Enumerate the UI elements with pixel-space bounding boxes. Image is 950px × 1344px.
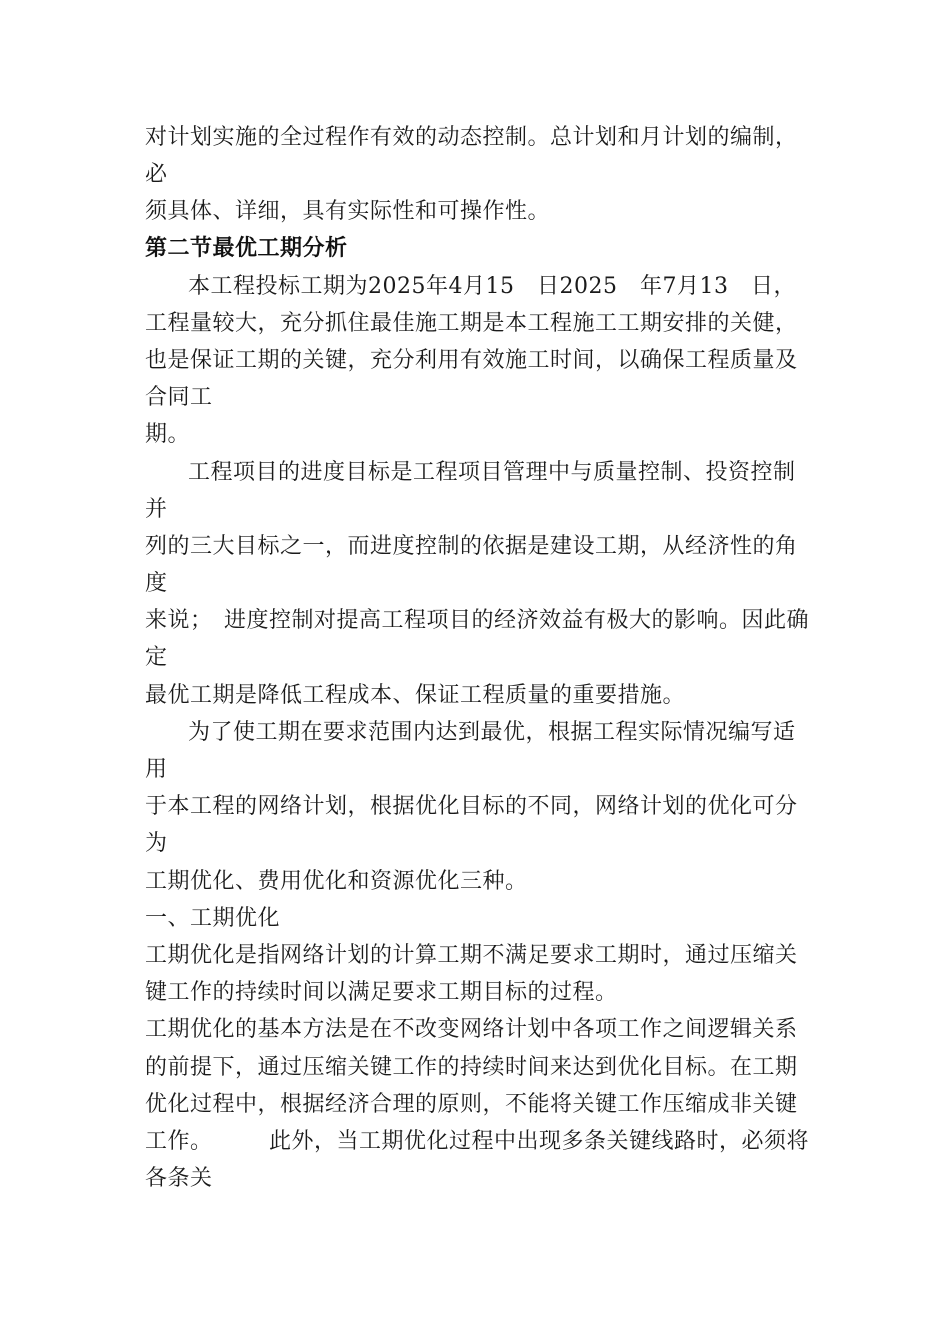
text-line: 本工程投标工期为2025年4月15 日2025 年7月13 日， [188,274,796,299]
text-line: 为了使工期在要求范围内达到最优，根据工程实际情况编写适 [188,720,796,745]
subsection-heading: 一、工期优化 [145,906,281,931]
text-line: 最优工期是降低工程成本、保证工程质量的重要措施。 [145,683,686,708]
text-line: 并 [145,497,168,522]
text-line: 用 [145,757,168,782]
text-line: 工程量较大，充分抓住最佳施工期是本工程施工工期安排的关健， [145,311,798,336]
text-line: 工期优化、费用优化和资源优化三种。 [145,869,528,894]
text-line: 工程项目的进度目标是工程项目管理中与质量控制、投资控制 [188,460,796,485]
text-line: 为 [145,831,168,856]
text-line: 工期优化是指网络计划的计算工期不满足要求工期时，通过压缩关 [145,943,798,968]
text-line: 定 [145,645,168,670]
text-line: 也是保证工期的关键，充分利用有效施工时间，以确保工程质量及 [145,348,798,373]
text-line: 工作。 此外，当工期优化过程中出现多条关键线路时，必须将 [145,1129,810,1154]
text-line: 优化过程中，根据经济合理的原则，不能将关键工作压缩成非关键 [145,1092,798,1117]
text-line: 来说； 进度控制对提高工程项目的经济效益有极大的影响。因此确 [145,608,810,633]
text-line: 必 [145,162,168,187]
text-line: 期。 [145,422,191,447]
text-line: 的前提下，通过压缩关键工作的持续时间来达到优化目标。在工期 [145,1055,798,1080]
text-line: 列的三大目标之一，而进度控制的依据是建设工期，从经济性的角 [145,534,798,559]
text-line: 度 [145,571,168,596]
text-line: 须具体、详细，具有实际性和可操作性。 [145,199,551,224]
text-line: 合同工 [145,385,213,410]
text-line: 对计划实施的全过程作有效的动态控制。总计划和月计划的编制， [145,125,798,150]
section-heading: 第二节最优工期分析 [145,236,348,261]
text-line: 工期优化的基本方法是在不改变网络计划中各项工作之间逻辑关系 [145,1017,798,1042]
text-line: 于本工程的网络计划，根据优化目标的不同，网络计划的优化可分 [145,794,798,819]
text-line: 键工作的持续时间以满足要求工期目标的过程。 [145,980,618,1005]
text-line: 各条关 [145,1166,213,1191]
